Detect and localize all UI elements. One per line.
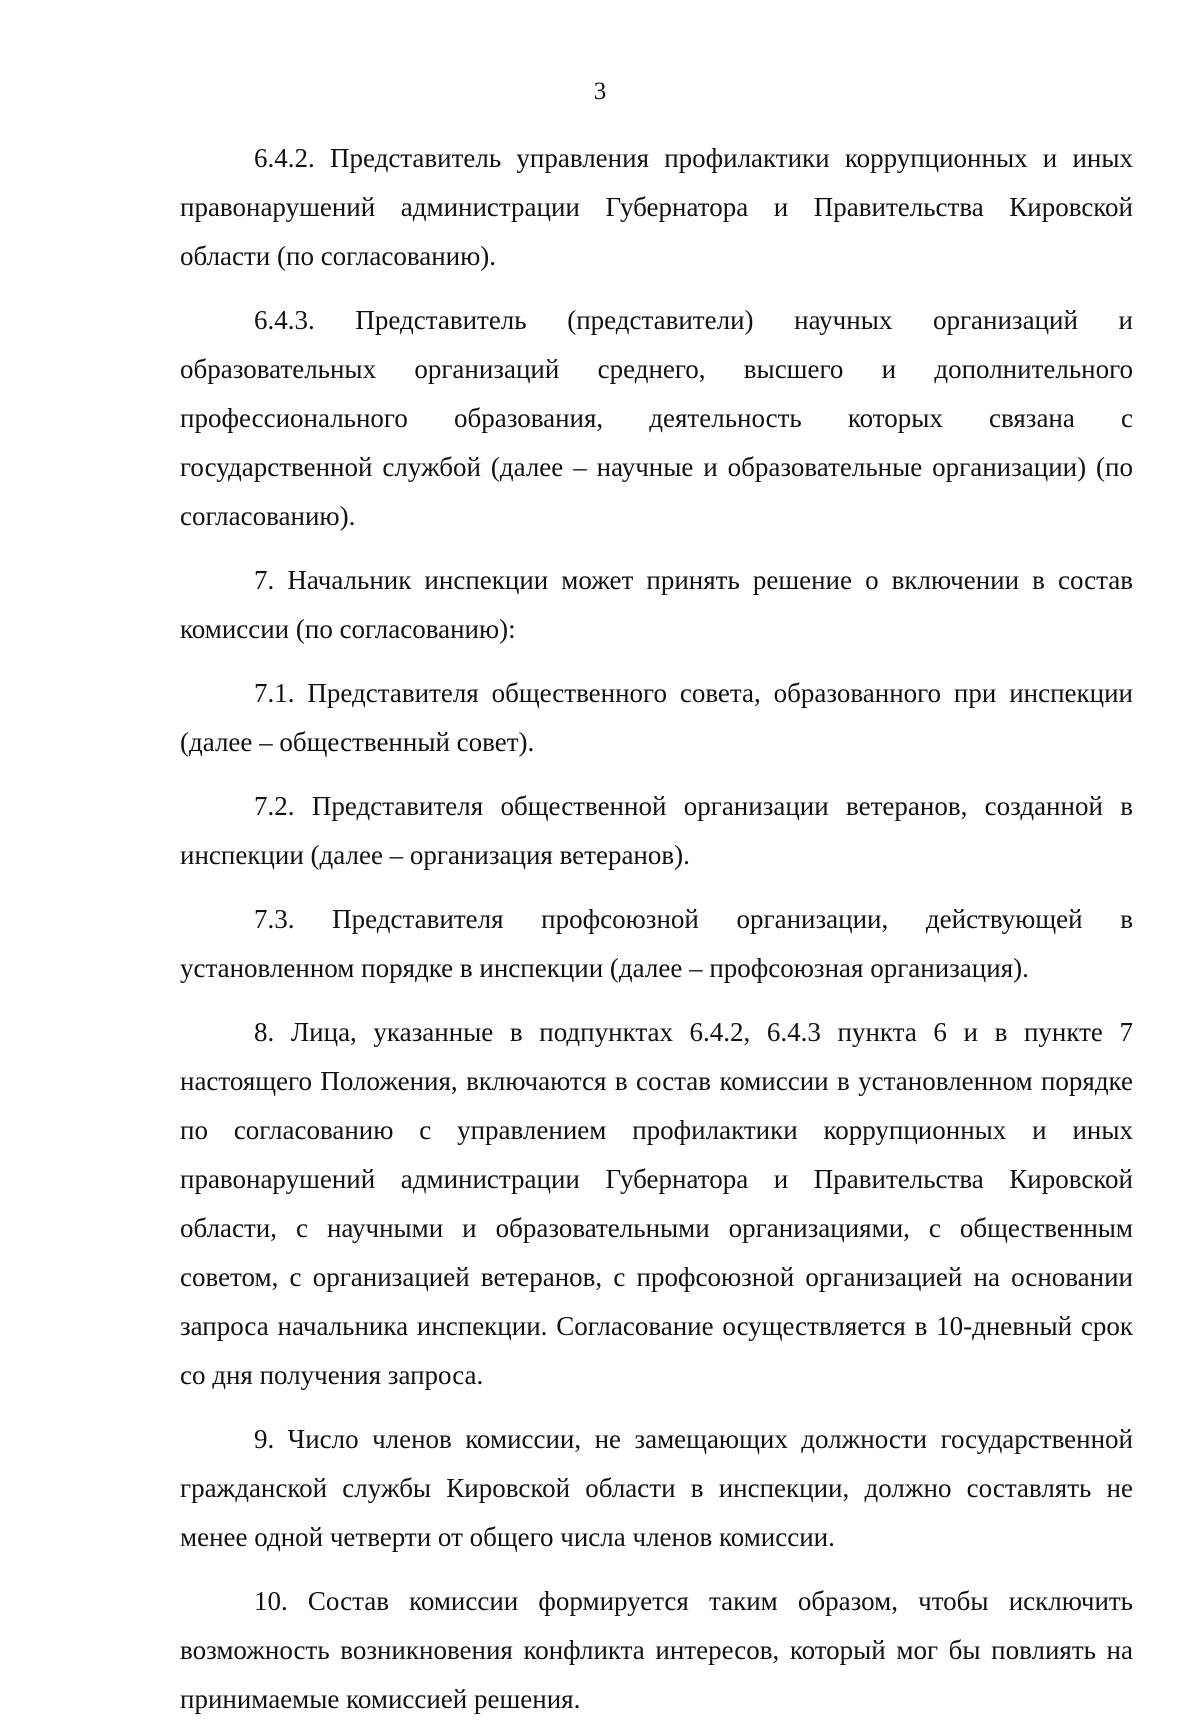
- paragraph-6-4-3: 6.4.3. Представитель (представители) научных организаций и образовательных организаций среднего, высшего и дополнительного профессионального образования, деятельность которых связана с государственной службой (далее – научные и образовательные организации) (по согласованию).: [180, 305, 1133, 531]
- paragraph-9: 9. Число членов комиссии, не замещающих должности государственной гражданской службы Кировской области в инспекции, должно составлять не менее одной четверти от общего числа членов комиссии.: [180, 1424, 1133, 1552]
- page-number: 3: [593, 78, 607, 105]
- document-body: [180, 134, 1133, 1724]
- paragraph-7-1: 7.1. Представителя общественного совета, образованного при инспекции (далее – общественный совет).: [180, 678, 1133, 757]
- paragraph-10: 10. Состав комиссии формируется таким образом, чтобы исключить возможность возникновения конфликта интересов, который мог бы повлиять на принимаемые комиссией решения.: [180, 1586, 1133, 1714]
- paragraph-6-4-2: 6.4.2. Представитель управления профилактики коррупционных и иных правонарушений администрации Губернатора и Правительства Кировской области (по согласованию).: [180, 143, 1133, 271]
- paragraph-7-3: 7.3. Представителя профсоюзной организации, действующей в установленном порядке в инспекции (далее – профсоюзная организация).: [180, 904, 1133, 983]
- paragraph-8: 8. Лица, указанные в подпунктах 6.4.2, 6.4.3 пункта 6 и в пункте 7 настоящего Положения, включаются в состав комиссии в установленном порядке по согласованию с управлением профилактики коррупционных и иных правонарушений администрации Губернатора и Правительства Кировской области, с научными и образовательными организациями, с общественным советом, с организацией ветеранов, с профсоюзной организацией на основании запроса начальника инспекции. Согласование осуществляется в 10-дневный срок со дня получения запроса.: [180, 1017, 1133, 1390]
- paragraph-7: 7. Начальник инспекции может принять решение о включении в состав комиссии (по согласованию):: [180, 565, 1133, 644]
- paragraph-7-2: 7.2. Представителя общественной организации ветеранов, созданной в инспекции (далее – организация ветеранов).: [180, 791, 1133, 870]
